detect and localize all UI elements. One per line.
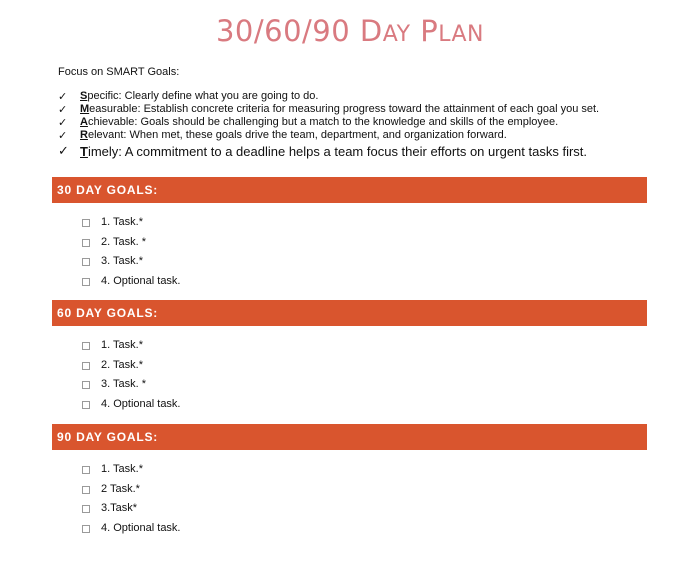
task-label: 3. Task.* [101,255,143,267]
smart-item-specific [58,90,688,103]
task-label: 2. Task. * [101,235,147,248]
task-label: 3.Task* [101,502,138,514]
task-label: 4. Optional task. [101,521,181,534]
task-label: 2 Task.* [101,482,140,495]
checkbox-icon[interactable] [82,239,90,247]
checkmark-icon: ✓ [58,90,68,103]
checkbox-icon[interactable] [82,362,90,370]
task-item [82,519,647,539]
task-item [82,480,647,500]
page-title [0,14,700,48]
checkmark-icon: ✓ [58,103,68,116]
task-item [82,395,647,415]
smart-letter: T [80,144,88,159]
task-item [82,375,647,395]
smart-letter: A [80,116,88,128]
task-label: 4. Optional task. [101,397,181,410]
smart-letter: M [80,103,90,115]
task-item [82,460,647,480]
section-30-day [52,177,647,291]
smart-item-relevant [58,129,688,142]
task-list [82,213,647,291]
section-header: 60 DAY GOALS: [52,300,647,326]
task-label: 1. Task.* [101,463,143,475]
section-90-day [52,424,647,538]
smart-item-timely [58,143,688,161]
title-part-b: AY [382,22,411,47]
task-item [82,499,647,519]
checkmark-icon: ✓ [58,144,69,159]
task-item [82,336,647,356]
title-part-d: LAN [438,22,485,47]
checkbox-icon[interactable] [82,525,90,533]
smart-text: imely: A commitment to a deadline helps a team focus their efforts on urgent tasks first. [87,144,588,159]
title-part-a: 30/60/90 D [215,14,383,48]
task-list [82,460,647,538]
task-label: 2. Task.* [101,358,143,371]
section-header: 30 DAY GOALS: [52,177,647,203]
checkbox-icon[interactable] [82,466,90,474]
task-label: 4. Optional task. [101,274,181,287]
task-label: 1. Task.* [101,216,143,228]
smart-text: easurable: Establish concrete criteria for measuring progress toward the attainment of each goal you set. [89,103,600,115]
checkbox-icon[interactable] [82,342,90,350]
task-label: 3. Task. * [101,378,147,390]
smart-text: elevant: When met, these goals drive the team, department, and organization forward. [87,129,507,141]
task-label: 1. Task.* [101,339,143,351]
checkbox-icon[interactable] [82,278,90,286]
smart-letter: S [80,90,88,102]
task-list [82,336,647,414]
checkbox-icon[interactable] [82,401,90,409]
checkbox-icon[interactable] [82,219,90,227]
checkmark-icon: ✓ [58,116,68,129]
smart-item-achievable [58,116,688,129]
checkmark-icon: ✓ [58,129,68,142]
smart-text: pecific: Clearly define what you are going to do. [87,90,319,102]
section-60-day [52,300,647,414]
task-item [82,356,647,376]
task-item [82,213,647,233]
checkbox-icon[interactable] [82,381,90,389]
task-item [82,233,647,253]
checkbox-icon[interactable] [82,258,90,266]
smart-goals-list [58,90,688,161]
task-item [82,252,647,272]
task-item [82,272,647,292]
smart-text: chievable: Goals should be challenging but a match to the knowledge and skills of the employee. [87,116,559,128]
section-header: 90 DAY GOALS: [52,424,647,450]
checkbox-icon[interactable] [82,486,90,494]
title-part-c: P [410,14,439,48]
smart-letter: R [80,129,88,141]
smart-item-measurable [58,103,688,116]
checkbox-icon[interactable] [82,505,90,513]
intro-text: Focus on SMART Goals: [58,66,180,78]
